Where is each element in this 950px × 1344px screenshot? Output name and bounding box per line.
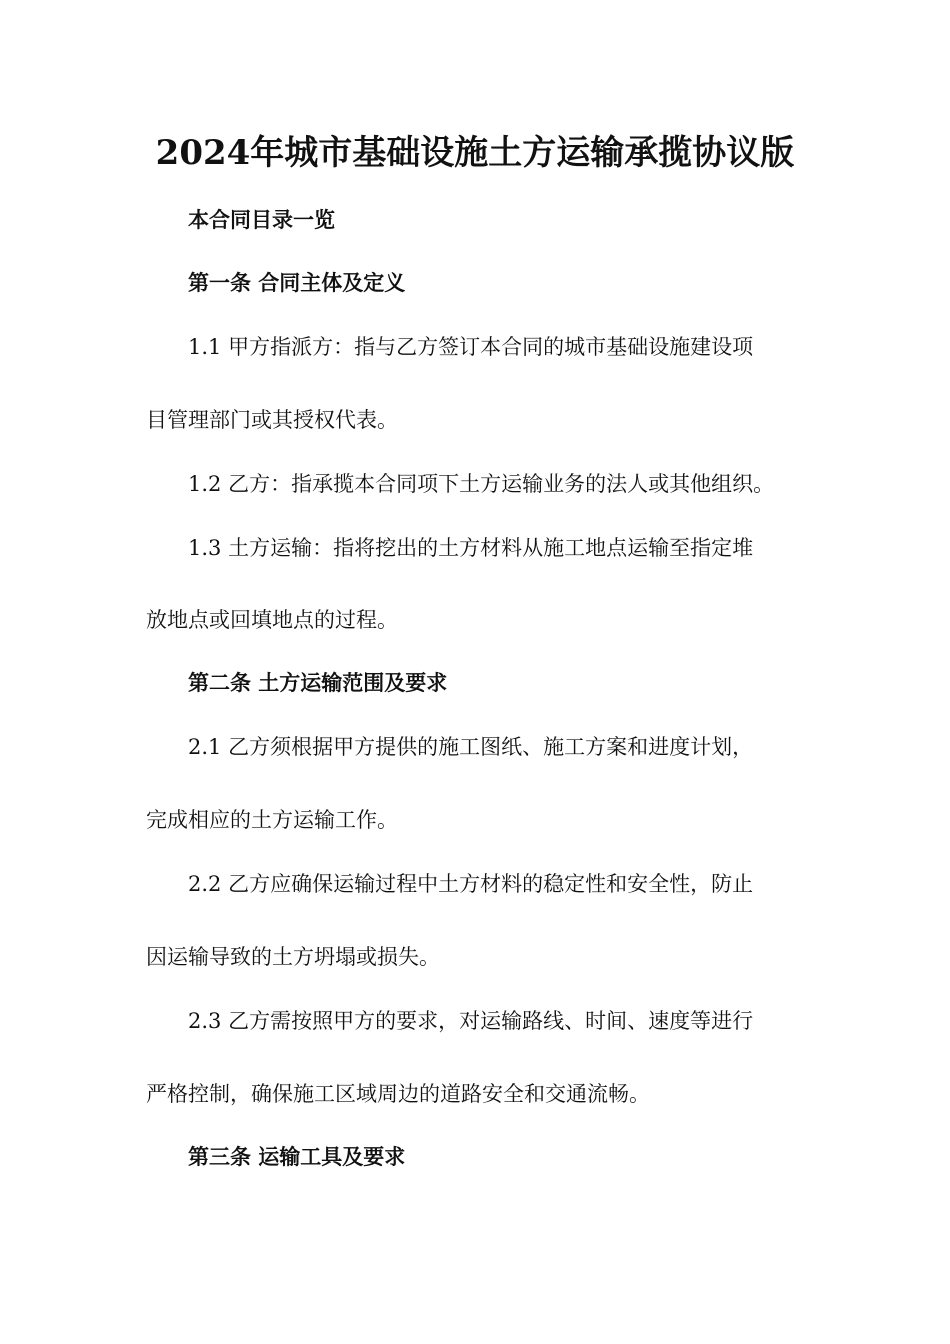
- clause-2-3-line-1: 2.3 乙方需按照甲方的要求，对运输路线、时间、速度等进行: [188, 1009, 754, 1033]
- clause-2-2-line-2: 因运输导致的土方坍塌或损失。: [146, 945, 440, 969]
- clause-1-2-line-1: 1.2 乙方：指承揽本合同项下土方运输业务的法人或其他组织。: [188, 472, 775, 496]
- clause-2-1-line-2: 完成相应的土方运输工作。: [146, 808, 398, 832]
- article-1-heading: 第一条 合同主体及定义: [188, 270, 406, 295]
- clause-1-1-line-1: 1.1 甲方指派方：指与乙方签订本合同的城市基础设施建设项: [188, 335, 754, 359]
- clause-1-1-line-2: 目管理部门或其授权代表。: [146, 408, 398, 432]
- clause-2-3-line-2: 严格控制，确保施工区域周边的道路安全和交通流畅。: [146, 1082, 650, 1106]
- article-3-heading: 第三条 运输工具及要求: [188, 1144, 406, 1169]
- toc-heading: 本合同目录一览: [188, 207, 335, 232]
- document-title: 2024年城市基础设施土方运输承揽协议版: [155, 133, 795, 173]
- clause-1-3-line-2: 放地点或回填地点的过程。: [146, 608, 398, 632]
- clause-2-1-line-1: 2.1 乙方须根据甲方提供的施工图纸、施工方案和进度计划，: [188, 735, 754, 759]
- clause-2-2-line-1: 2.2 乙方应确保运输过程中土方材料的稳定性和安全性，防止: [188, 872, 754, 896]
- clause-1-3-line-1: 1.3 土方运输：指将挖出的土方材料从施工地点运输至指定堆: [188, 536, 754, 560]
- article-2-heading: 第二条 土方运输范围及要求: [188, 670, 448, 695]
